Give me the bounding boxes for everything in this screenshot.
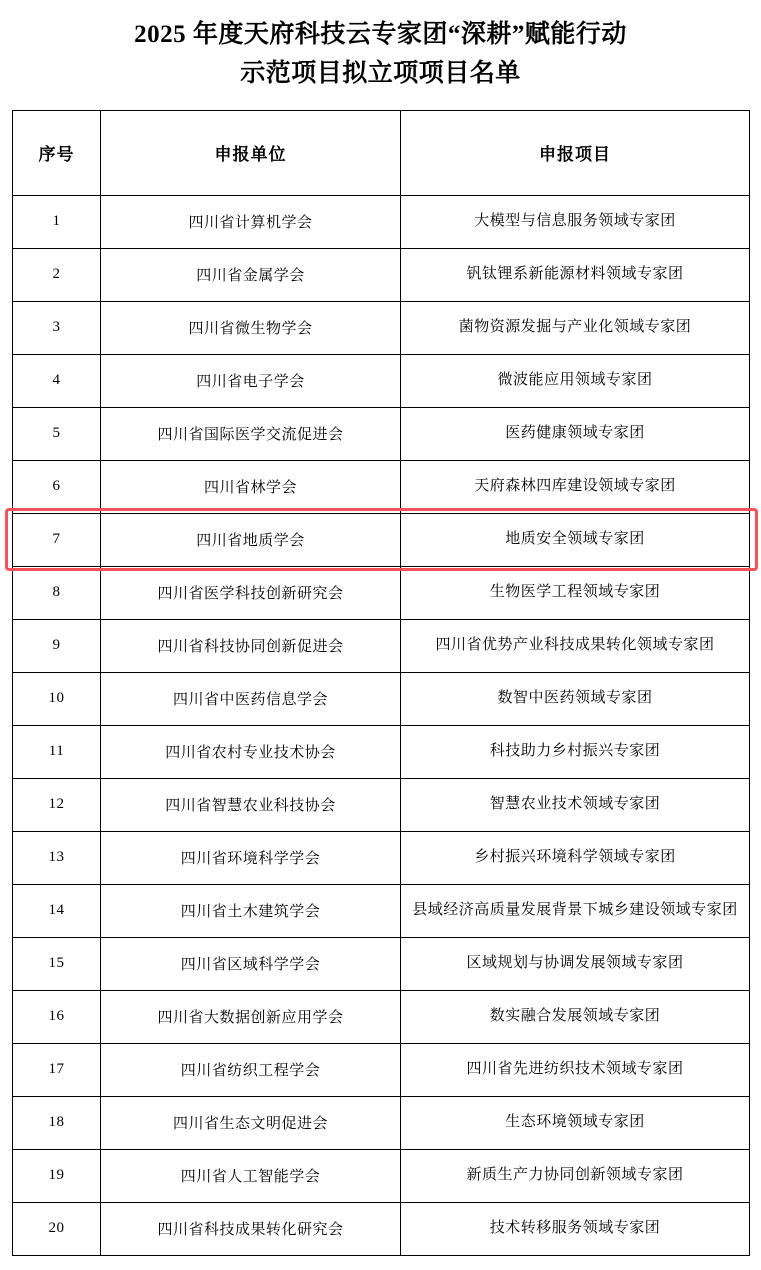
cell-project: 科技助力乡村振兴专家团 <box>401 725 750 778</box>
cell-project: 菌物资源发掘与产业化领域专家团 <box>401 301 750 354</box>
cell-no: 15 <box>13 937 101 990</box>
cell-project: 智慧农业技术领域专家团 <box>401 778 750 831</box>
table-row <box>13 725 750 778</box>
cell-no: 7 <box>13 513 101 566</box>
page-title <box>12 16 749 94</box>
cell-unit: 四川省生态文明促进会 <box>101 1096 401 1149</box>
page-title-line-1: 2025 年度天府科技云专家团“深耕”赋能行动 <box>134 21 627 48</box>
table-header <box>13 110 750 195</box>
project-listing-table <box>12 110 750 1256</box>
table-row <box>13 460 750 513</box>
cell-project: 区域规划与协调发展领域专家团 <box>401 937 750 990</box>
table-header-row <box>13 110 750 195</box>
cell-unit: 四川省计算机学会 <box>101 195 401 248</box>
cell-unit: 四川省医学科技创新研究会 <box>101 566 401 619</box>
cell-unit: 四川省环境科学学会 <box>101 831 401 884</box>
cell-project: 四川省优势产业科技成果转化领域专家团 <box>401 619 750 672</box>
cell-no: 6 <box>13 460 101 513</box>
table-row <box>13 301 750 354</box>
cell-project: 四川省先进纺织技术领域专家团 <box>401 1043 750 1096</box>
table-row <box>13 1096 750 1149</box>
cell-unit: 四川省纺织工程学会 <box>101 1043 401 1096</box>
cell-unit: 四川省人工智能学会 <box>101 1149 401 1202</box>
column-header-no: 序号 <box>13 110 101 195</box>
cell-no: 16 <box>13 990 101 1043</box>
cell-project: 微波能应用领域专家团 <box>401 354 750 407</box>
cell-unit: 四川省土木建筑学会 <box>101 884 401 937</box>
cell-no: 5 <box>13 407 101 460</box>
cell-unit: 四川省大数据创新应用学会 <box>101 990 401 1043</box>
table-row <box>13 248 750 301</box>
page-bottom-space <box>12 1256 749 1270</box>
cell-no: 13 <box>13 831 101 884</box>
cell-no: 10 <box>13 672 101 725</box>
table-row <box>13 513 750 566</box>
cell-no: 2 <box>13 248 101 301</box>
cell-project: 大模型与信息服务领域专家团 <box>401 195 750 248</box>
cell-no: 19 <box>13 1149 101 1202</box>
table-row <box>13 1202 750 1255</box>
cell-unit: 四川省科技成果转化研究会 <box>101 1202 401 1255</box>
table-body <box>13 195 750 1255</box>
cell-no: 12 <box>13 778 101 831</box>
column-header-project: 申报项目 <box>401 110 750 195</box>
table-row <box>13 354 750 407</box>
table-row <box>13 778 750 831</box>
cell-unit: 四川省微生物学会 <box>101 301 401 354</box>
cell-project: 生物医学工程领域专家团 <box>401 566 750 619</box>
table-row <box>13 937 750 990</box>
cell-project: 数智中医药领域专家团 <box>401 672 750 725</box>
cell-project: 医药健康领域专家团 <box>401 407 750 460</box>
cell-project: 乡村振兴环境科学领域专家团 <box>401 831 750 884</box>
cell-unit: 四川省科技协同创新促进会 <box>101 619 401 672</box>
cell-no: 17 <box>13 1043 101 1096</box>
table-row <box>13 407 750 460</box>
table-row <box>13 566 750 619</box>
cell-unit: 四川省国际医学交流促进会 <box>101 407 401 460</box>
cell-no: 18 <box>13 1096 101 1149</box>
table-row <box>13 619 750 672</box>
cell-unit: 四川省林学会 <box>101 460 401 513</box>
cell-unit: 四川省电子学会 <box>101 354 401 407</box>
table-row <box>13 672 750 725</box>
table-row <box>13 195 750 248</box>
cell-no: 4 <box>13 354 101 407</box>
column-header-unit: 申报单位 <box>101 110 401 195</box>
cell-project: 新质生产力协同创新领域专家团 <box>401 1149 750 1202</box>
cell-no: 20 <box>13 1202 101 1255</box>
cell-no: 8 <box>13 566 101 619</box>
table-row <box>13 831 750 884</box>
cell-project: 县域经济高质量发展背景下城乡建设领域专家团 <box>401 884 750 937</box>
table-row <box>13 1149 750 1202</box>
cell-project: 生态环境领域专家团 <box>401 1096 750 1149</box>
cell-project: 天府森林四库建设领域专家团 <box>401 460 750 513</box>
cell-unit: 四川省智慧农业科技协会 <box>101 778 401 831</box>
cell-project: 技术转移服务领域专家团 <box>401 1202 750 1255</box>
cell-unit: 四川省地质学会 <box>101 513 401 566</box>
cell-unit: 四川省中医药信息学会 <box>101 672 401 725</box>
cell-project: 钒钛锂系新能源材料领域专家团 <box>401 248 750 301</box>
cell-no: 3 <box>13 301 101 354</box>
cell-unit: 四川省农村专业技术协会 <box>101 725 401 778</box>
cell-no: 14 <box>13 884 101 937</box>
cell-project: 数实融合发展领域专家团 <box>401 990 750 1043</box>
table-row <box>13 990 750 1043</box>
cell-unit: 四川省金属学会 <box>101 248 401 301</box>
cell-project: 地质安全领域专家团 <box>401 513 750 566</box>
cell-no: 9 <box>13 619 101 672</box>
page-title-line-2: 示范项目拟立项项目名单 <box>240 59 521 87</box>
cell-no: 11 <box>13 725 101 778</box>
cell-unit: 四川省区域科学学会 <box>101 937 401 990</box>
table-row <box>13 884 750 937</box>
listing-table-container <box>12 110 749 1256</box>
table-row <box>13 1043 750 1096</box>
cell-no: 1 <box>13 195 101 248</box>
